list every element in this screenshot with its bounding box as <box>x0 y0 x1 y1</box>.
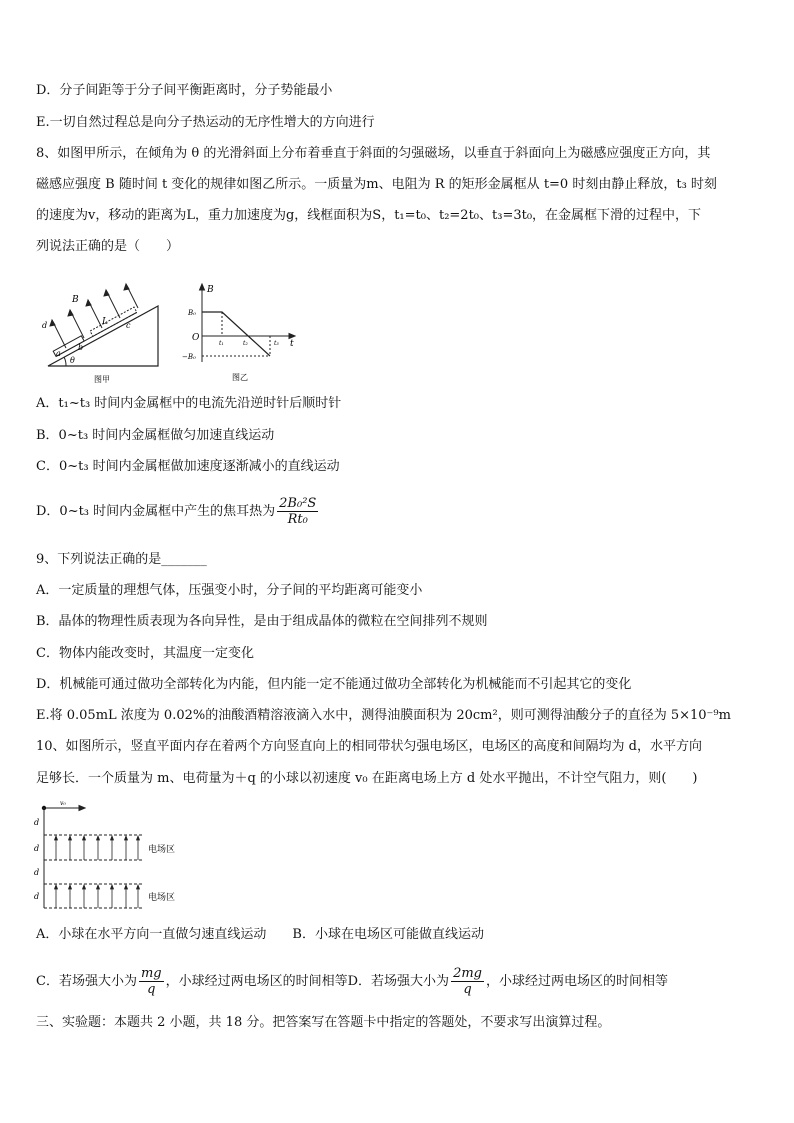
q10-fig-d-4: d <box>34 892 40 901</box>
q10-fig-d-2: d <box>34 844 40 853</box>
q8-stem-line-1: 8、如图甲所示，在倾角为 θ 的光滑斜面上分布着垂直于斜面的匀强磁场，以垂直于斜面向上为磁感应强度正方向，其 <box>36 146 711 161</box>
q9-option-a: A．一定质量的理想气体，压强变小时，分子间的平均距离可能变小 <box>36 583 423 598</box>
q8-stem-line-3: 的速度为v，移动的距离为L，重力加速度为g，线框面积为S，t₁=t₀、t₂=2t₀、t₃=3t₀，在金属框下滑的过程中，下 <box>36 208 702 223</box>
q8-option-d-denominator: Rt₀ <box>287 512 308 527</box>
q8-jia-letter-b: b <box>78 343 84 352</box>
q10-stem-line-2: 足够长．一个质量为 m、电荷量为＋q 的小球以初速度 v₀ 在距离电场上方 d 处水平抛出，不计空气阻力，则( ) <box>36 771 698 786</box>
q10-fig-d-3: d <box>34 868 40 877</box>
q8-option-b: B．0~t₃ 时间内金属框做匀加速直线运动 <box>36 428 275 443</box>
q7-option-d: D．分子间距等于分子间平衡距离时，分子势能最小 <box>36 83 333 98</box>
q10-option-c-suffix: ，小球经过两电场区的时间相等 <box>165 974 348 989</box>
q9-option-e: E.将 0.05mL 浓度为 0.02%的油酸酒精溶液滴入水中，测得油膜面积为 20cm²，则可测得油酸分子的直径为 5×10⁻⁹m <box>36 708 731 723</box>
q8-option-c: C．0~t₃ 时间内金属框做加速度逐渐减小的直线运动 <box>36 459 340 474</box>
q8-yi-t2: t₂ <box>243 340 248 347</box>
q10-option-c-numerator: mg <box>140 966 162 981</box>
q9-stem: 9、下列说法正确的是_______ <box>36 552 207 567</box>
q9-option-c: C．物体内能改变时，其温度一定变化 <box>36 646 254 661</box>
q9-option-b: B．晶体的物理性质表现为各向异性，是由于组成晶体的微粒在空间排列不规则 <box>36 614 488 629</box>
q8-yi-axis-t: t <box>290 339 294 349</box>
q8-figure-jia-label: 图甲 <box>94 375 110 384</box>
q10-option-d-fraction <box>451 966 484 997</box>
q8-yi-origin: O <box>192 333 200 343</box>
q8-jia-letter-theta: θ <box>70 356 75 365</box>
q8-figure-jia <box>36 276 166 388</box>
q10-option-d-numerator: 2mg <box>453 966 482 981</box>
q8-yi-axis-B: B <box>207 285 214 295</box>
q10-option-d-denominator: q <box>463 982 472 997</box>
q8-yi-t3: t₃ <box>274 340 279 347</box>
q8-option-d-numerator: 2B₀²S <box>279 496 317 511</box>
q8-option-d-text: D．0~t₃ 时间内金属框中产生的焦耳热为 <box>36 504 276 519</box>
q10-option-c-denominator: q <box>147 982 156 997</box>
q8-yi-neg-b0: −B₀ <box>182 353 196 361</box>
q8-figure-yi <box>182 280 302 388</box>
q10-fig-d-1: d <box>34 818 40 827</box>
q10-options-ab <box>36 926 484 944</box>
q10-stem-line-1: 10、如图所示，竖直平面内存在着两个方向竖直向上的相同带状匀强电场区，电场区的高度和间隔均为 d，水平方向 <box>36 739 702 754</box>
q10-fig-zone-2: 电场区 <box>148 893 176 903</box>
q8-yi-t1: t₁ <box>219 340 224 347</box>
q8-option-a: A．t₁~t₃ 时间内金属框中的电流先沿逆时针后顺时针 <box>36 396 342 411</box>
q8-yi-b0: B₀ <box>188 309 196 317</box>
q8-stem-line-2: 磁感应强度 B 随时间 t 变化的规律如图乙所示。一质量为m、电阻为 R 的矩形金属框从 t=0 时刻由静止释放，t₃ 时刻 <box>36 177 717 192</box>
q7-option-e: E.一切自然过程总是向分子热运动的无序性增大的方向进行 <box>36 115 375 130</box>
section-3-heading: 三、实验题：本题共 2 小题，共 18 分。把答案写在答题卡中指定的答题处，不要求写出演算过程。 <box>36 1015 611 1030</box>
q8-stem-line-4: 列说法正确的是（ ） <box>36 239 180 254</box>
q8-option-d-fraction <box>277 496 318 527</box>
q10-option-d-suffix: ，小球经过两电场区的时间相等 <box>485 974 668 989</box>
q8-jia-letter-c: c <box>126 321 131 330</box>
q8-option-d <box>36 492 320 532</box>
q8-jia-letter-B: B <box>72 295 79 305</box>
q8-jia-letter-d: d <box>42 321 48 330</box>
q10-option-b: B．小球在电场区可能做直线运动 <box>292 927 484 942</box>
q8-jia-letter-L: L <box>102 317 108 327</box>
q10-fig-v0: v₀ <box>60 800 66 807</box>
q10-options-cd <box>36 962 668 1002</box>
q8-figure-yi-label: 图乙 <box>232 373 248 382</box>
q10-option-a: A．小球在水平方向一直做匀速直线运动 <box>36 927 267 942</box>
q10-option-c-prefix: C．若场强大小为 <box>36 974 137 989</box>
q9-option-d: D．机械能可通过做功全部转化为内能，但内能一定不能通过做功全部转化为机械能而不引起其它的变化 <box>36 677 632 692</box>
q10-option-d-prefix: D．若场强大小为 <box>347 974 450 989</box>
q10-fig-zone-1: 电场区 <box>148 845 176 855</box>
q10-figure <box>30 800 220 912</box>
q8-jia-letter-a: a <box>56 349 61 358</box>
q10-option-c-fraction <box>139 966 164 997</box>
